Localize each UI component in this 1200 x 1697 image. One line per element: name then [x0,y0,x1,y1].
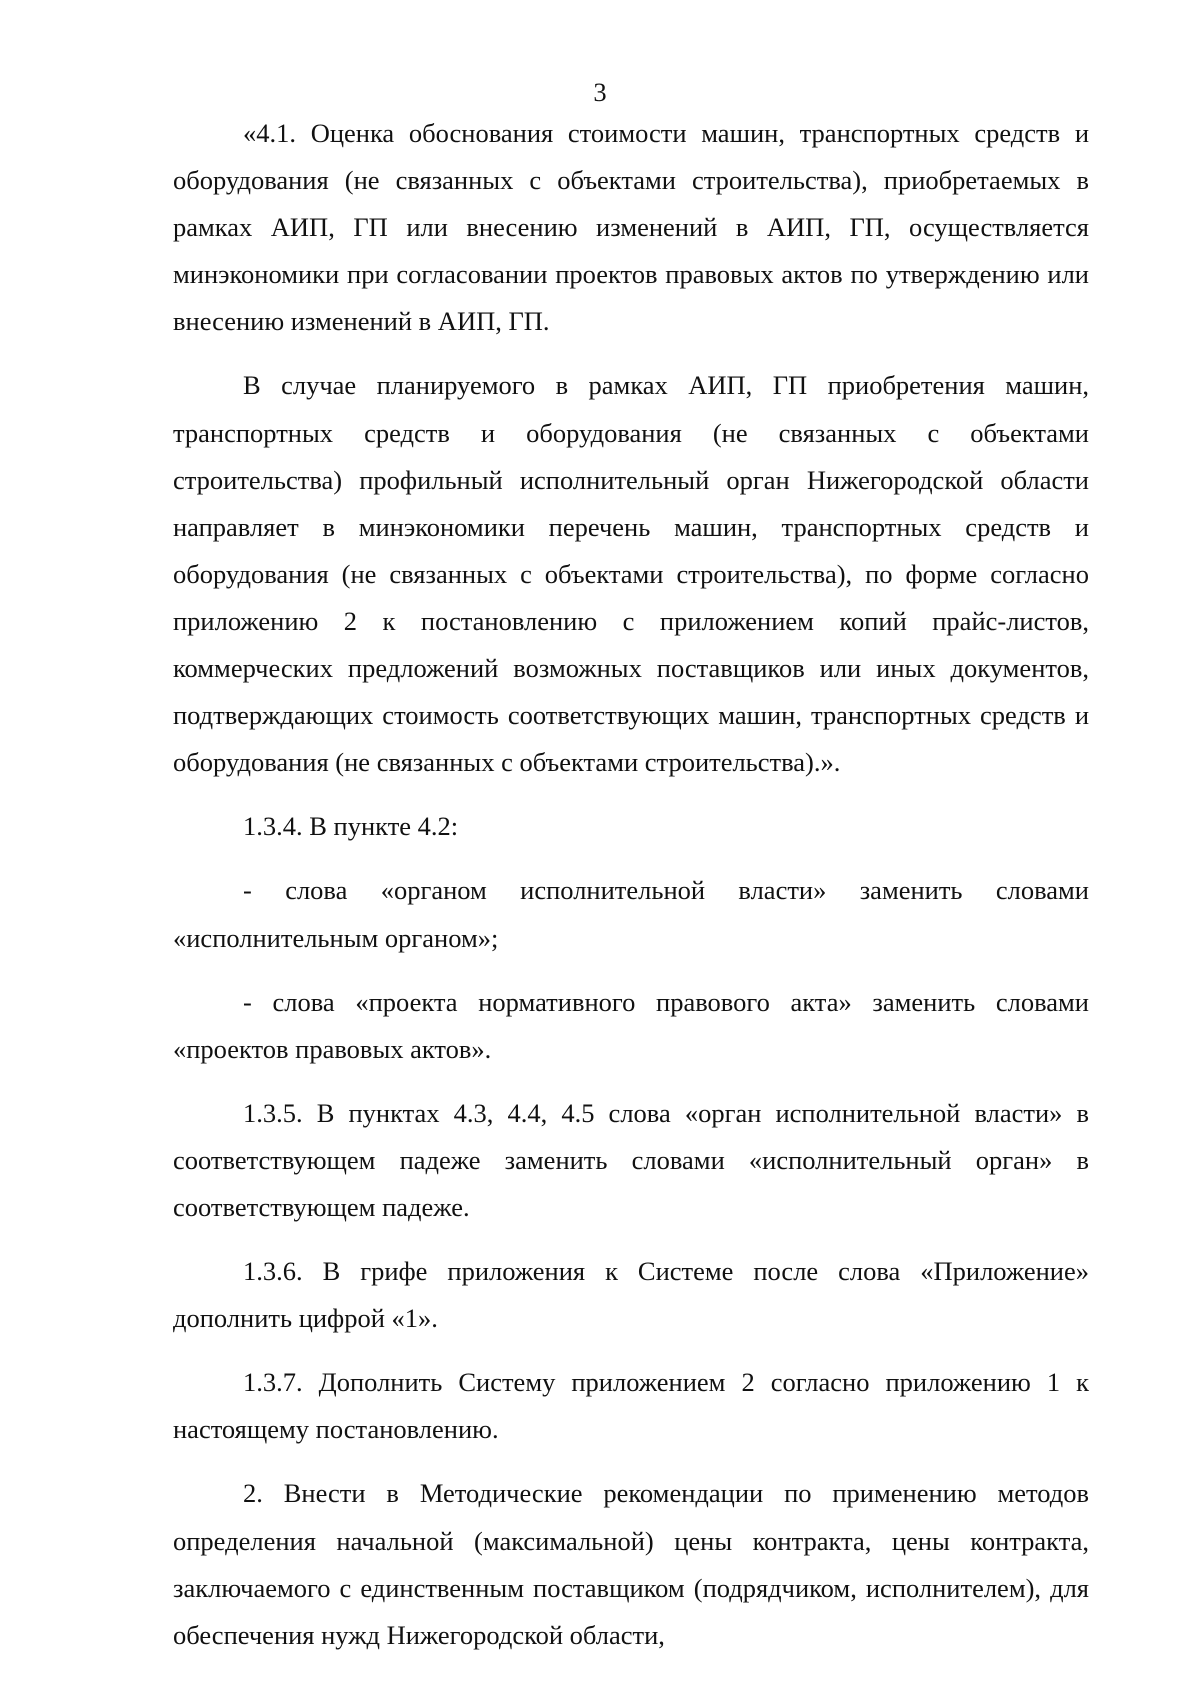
paragraph-2: 2. Внести в Методические рекомендации по применению методов определения начальной (максимальной) цены контракта, цены контракта, заключаемого с единственным поставщиком (подрядчиком, исполнителем), для обеспечения нужд Нижегородской области, [173,1478,1089,1650]
paragraph-replace-project: - слова «проекта нормативного правового акта» заменить словами «проектов правовых актов». [173,986,1089,1064]
paragraph-1-3-4: 1.3.4. В пункте 4.2: [243,811,459,842]
paragraph-1-3-6: 1.3.6. В грифе приложения к Системе после слова «Приложение» дополнить цифрой «1». [173,1256,1089,1334]
paragraph-1-3-7: 1.3.7. Дополнить Систему приложением 2 согласно приложению 1 к настоящему постановлению. [173,1367,1089,1445]
paragraph-replace-authority: - слова «органом исполнительной власти» заменить словами «исполнительным органом»; [173,875,1089,953]
paragraph-procurement-procedure: В случае планируемого в рамках АИП, ГП приобретения машин, транспортных средств и оборудования (не связанных с объектами строительства) профильный исполнительный орган Нижегородской области направляет в минэкономики перечень машин, транспортных средств и оборудования (не связанных с объектами строительства), по форме согласно приложению 2 к постановлению с приложением копий прайс-листов, коммерческих предложений возможных поставщиков или иных документов, подтверждающих стоимость соответствующих машин, транспортных средств и оборудования (не связанных с объектами строительства).». [173,370,1089,778]
paragraph-4-1: «4.1. Оценка обоснования стоимости машин, транспортных средств и оборудования (не связанных с объектами строительства), приобретаемых в рамках АИП, ГП или внесению изменений в АИП, ГП, осуществляется минэкономики при согласовании проектов правовых актов по утверждению или внесению изменений в АИП, ГП. [173,118,1089,337]
page-number: 3 [593,77,607,107]
paragraph-1-3-5: 1.3.5. В пунктах 4.3, 4.4, 4.5 слова «орган исполнительной власти» в соответствующем падеже заменить словами «исполнительный орган» в соответствующем падеже. [173,1097,1089,1222]
document-body [173,110,1089,1659]
